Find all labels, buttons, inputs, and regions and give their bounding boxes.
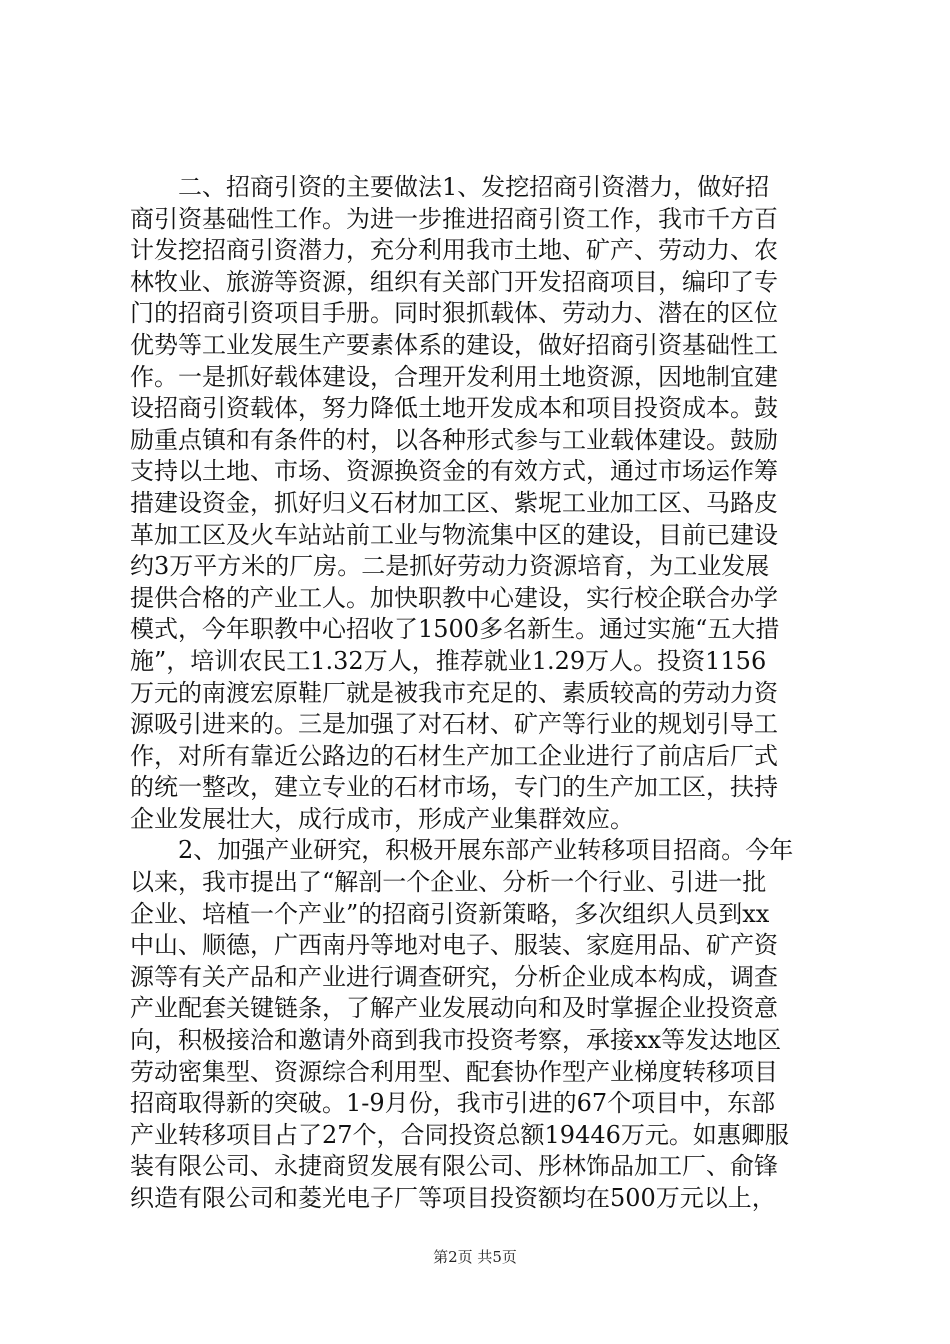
text-line: 优势等工业发展生产要素体系的建设，做好招商引资基础性工	[130, 330, 778, 359]
text-line: 措建设资金，抓好归义石材加工区、紫坭工业加工区、马路皮	[130, 488, 778, 517]
document-body	[130, 172, 830, 1215]
text-line: 企业、培植一个产业”的招商引资新策略，多次组织人员到xx	[130, 899, 770, 928]
text-line: 产业配套关键链条，了解产业发展动向和及时掌握企业投资意	[130, 994, 778, 1023]
text-line: 2、加强产业研究，积极开展东部产业转移项目招商。今年	[178, 836, 794, 865]
text-line: 劳动密集型、资源综合利用型、配套协作型产业梯度转移项目	[130, 1057, 778, 1086]
paragraph	[130, 172, 830, 835]
text-line: 约3万平方米的厂房。二是抓好劳动力资源培育，为工业发展	[130, 552, 770, 581]
text-line: 以来，我市提出了“解剖一个企业、分析一个行业、引进一批	[130, 868, 767, 897]
text-line: 模式，今年职教中心招收了1500多名新生。通过实施“五大措	[130, 615, 780, 644]
text-line: 施”，培训农民工1.32万人，推荐就业1.29万人。投资1156	[130, 646, 767, 675]
text-line: 作。一是抓好载体建设，合理开发利用土地资源，因地制宜建	[130, 362, 778, 391]
text-line: 商引资基础性工作。为进一步推进招商引资工作，我市千方百	[130, 204, 778, 233]
text-line: 励重点镇和有条件的村，以各种形式参与工业载体建设。鼓励	[130, 425, 778, 454]
text-line: 林牧业、旅游等资源，组织有关部门开发招商项目，编印了专	[130, 267, 778, 296]
text-line: 作，对所有靠近公路边的石材生产加工企业进行了前店后厂式	[130, 741, 778, 770]
text-line: 招商取得新的突破。1-9月份，我市引进的67个项目中，东部	[130, 1089, 776, 1118]
text-line: 支持以土地、市场、资源换资金的有效方式，通过市场运作筹	[130, 457, 778, 486]
text-line: 企业发展壮大，成行成市，形成产业集群效应。	[130, 804, 634, 833]
page-footer	[0, 1247, 950, 1267]
text-line: 装有限公司、永捷商贸发展有限公司、彤林饰品加工厂、俞锋	[130, 1152, 778, 1181]
text-line: 万元的南渡宏原鞋厂就是被我市充足的、素质较高的劳动力资	[130, 678, 778, 707]
text-line: 二、招商引资的主要做法1、发挖招商引资潜力，做好招	[178, 173, 770, 201]
text-line: 提供合格的产业工人。加快职教中心建设，实行校企联合办学	[130, 583, 778, 612]
text-line: 中山、顺德，广西南丹等地对电子、服装、家庭用品、矿产资	[130, 931, 778, 960]
text-line: 计发挖招商引资潜力，充分利用我市土地、矿产、劳动力、农	[130, 236, 778, 265]
text-line: 向，积极接洽和邀请外商到我市投资考察，承接xx等发达地区	[130, 1026, 782, 1055]
text-line: 门的招商引资项目手册。同时狠抓载体、劳动力、潜在的区位	[130, 299, 778, 328]
text-line: 织造有限公司和菱光电子厂等项目投资额均在500万元以上，	[130, 1184, 776, 1212]
text-line: 设招商引资载体，努力降低土地开发成本和项目投资成本。鼓	[130, 394, 778, 423]
text-line: 产业转移项目占了27个，合同投资总额19446万元。如惠卿服	[130, 1120, 789, 1149]
text-line: 源吸引进来的。三是加强了对石材、矿产等行业的规划引导工	[130, 710, 778, 739]
text-line: 源等有关产品和产业进行调查研究，分析企业成本构成，调查	[130, 962, 778, 991]
paragraph	[130, 835, 830, 1214]
page-number: 第2页 共5页	[433, 1248, 517, 1266]
text-line: 的统一整改，建立专业的石材市场，专门的生产加工区，扶持	[130, 773, 778, 802]
text-line: 革加工区及火车站站前工业与物流集中区的建设，目前已建设	[130, 520, 778, 549]
